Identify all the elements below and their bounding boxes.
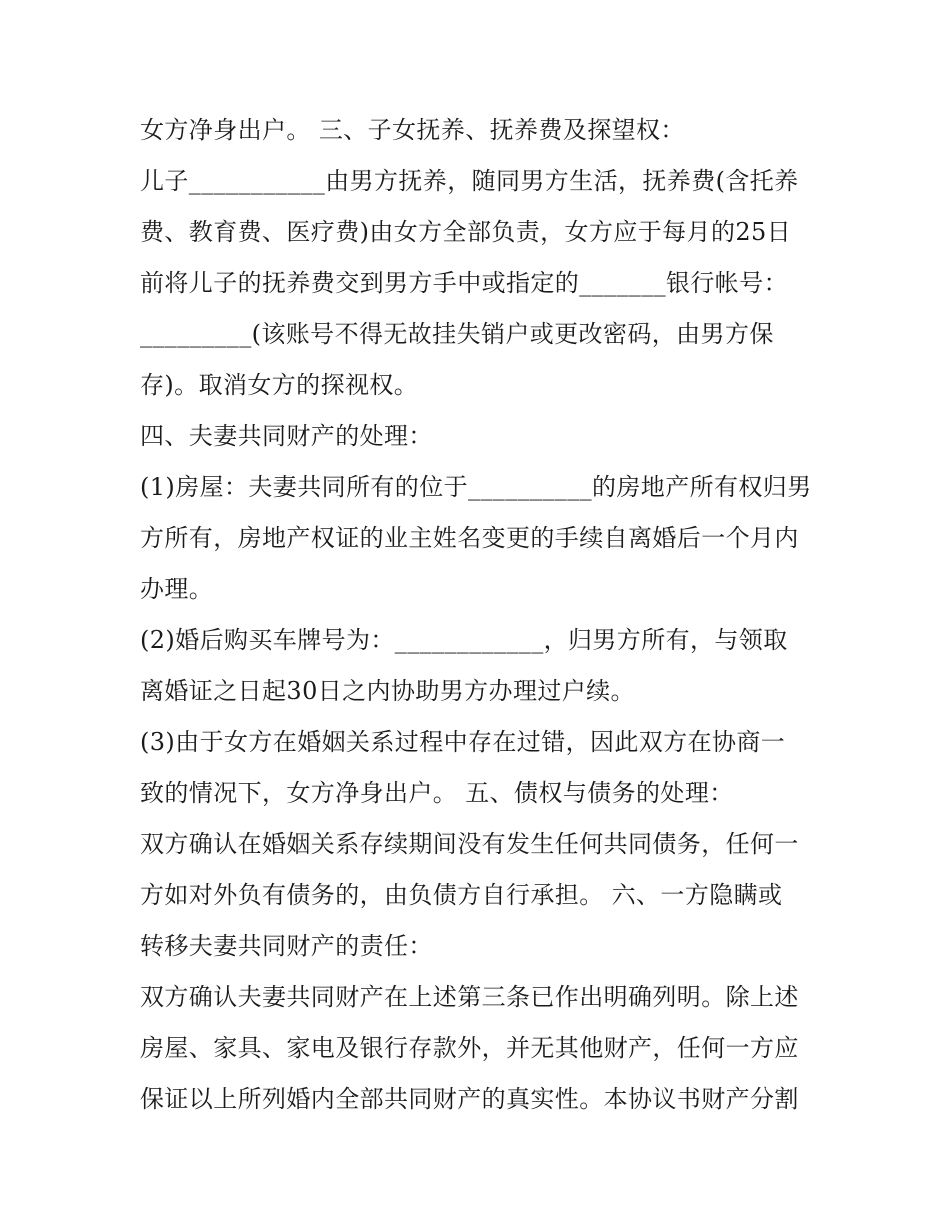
text-line: 房屋、家具、家电及银行存款外，并无其他财产，任何一方应	[140, 1034, 799, 1062]
text-line: 办理。	[140, 575, 214, 603]
text-line: 方如对外负有债务的，由负债方自行承担。 六、一方隐瞒或	[140, 881, 783, 909]
text-line: 费、教育费、医疗费)由女方全部负责，女方应于每月的25日	[140, 218, 792, 246]
text-line: (1)房屋：夫妻共同所有的位于__________的房地产所有权归男	[140, 473, 812, 501]
text-line: 致的情况下，女方净身出户。 五、债权与债务的处理：	[140, 779, 734, 807]
text-line: 双方确认夫妻共同财产在上述第三条已作出明确列明。除上述	[140, 983, 799, 1011]
text-line: 女方净身出户。 三、子女抚养、抚养费及探望权：	[140, 116, 685, 144]
text-line: 儿子___________由男方抚养，随同男方生活，抚养费(含托养	[140, 167, 799, 195]
text-line: 存)。取消女方的探视权。	[140, 371, 419, 399]
text-line: 前将儿子的抚养费交到男方手中或指定的_______银行帐号：	[140, 269, 788, 297]
text-line: (3)由于女方在婚姻关系过程中存在过错，因此双方在协商一	[140, 728, 786, 756]
text-line: 方所有，房地产权证的业主姓名变更的手续自离婚后一个月内	[140, 524, 799, 552]
text-line: 转移夫妻共同财产的责任：	[140, 932, 433, 960]
text-line: 保证以上所列婚内全部共同财产的真实性。本协议书财产分割	[140, 1085, 799, 1113]
text-line: _________(该账号不得无故挂失销户或更改密码，由男方保	[140, 320, 774, 348]
text-line: 双方确认在婚姻关系存续期间没有发生任何共同债务，任何一	[140, 830, 799, 858]
text-line: 离婚证之日起30日之内协助男方办理过户续。	[140, 677, 635, 705]
section-heading: 四、夫妻共同财产的处理：	[140, 422, 433, 450]
text-line: (2)婚后购买车牌号为：____________，归男方所有，与领取	[140, 626, 788, 654]
